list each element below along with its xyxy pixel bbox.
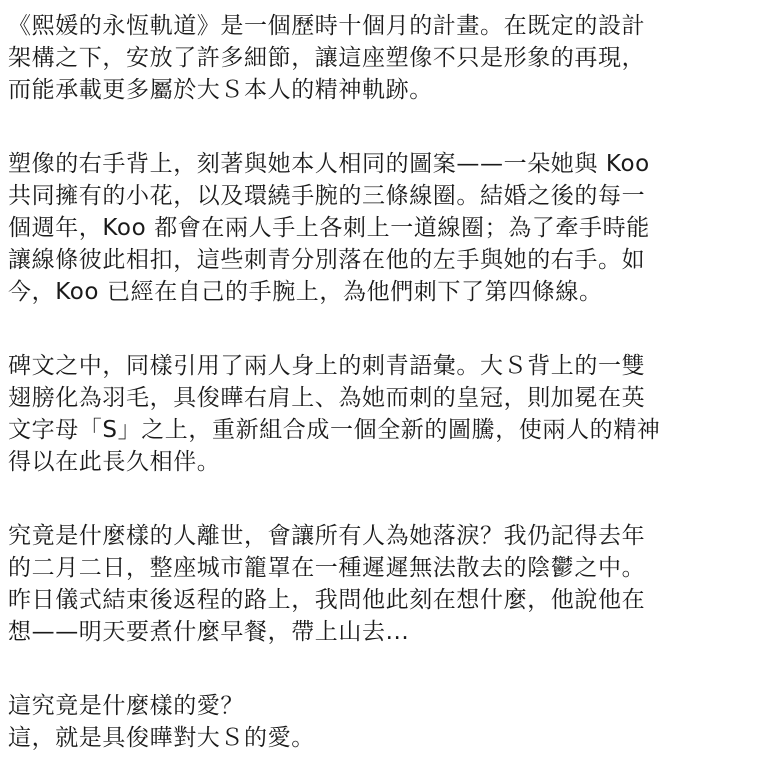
text-line: 讓線條彼此相扣，這些刺青分別落在他的左手與她的右手。如 xyxy=(8,247,646,273)
text-line: 而能承載更多屬於大Ｓ本人的精神軌跡。 xyxy=(8,77,433,103)
text-line: 的二月二日，整座城市籠罩在一種遲遲無法散去的陰鬱之中。 xyxy=(8,555,646,581)
paragraph-4 xyxy=(8,520,770,648)
text-line: 塑像的右手背上，刻著與她本人相同的圖案——一朵她與 Koo xyxy=(8,151,650,177)
text-line: 得以在此長久相伴。 xyxy=(8,449,221,475)
paragraph-2 xyxy=(8,148,770,308)
paragraph-1 xyxy=(8,10,770,106)
text-line: 想——明天要煮什麼早餐，帶上山去... xyxy=(8,619,410,645)
text-line: 今，Koo 已經在自己的手腕上，為他們刺下了第四條線。 xyxy=(8,279,603,305)
text-line: 個週年，Koo 都會在兩人手上各刺上一道線圈；為了牽手時能 xyxy=(8,215,650,241)
text-line: 《熙媛的永恆軌道》是一個歷時十個月的計畫。在既定的設計 xyxy=(8,13,646,39)
text-line: 翅膀化為羽毛，具俊曄右肩上、為她而刺的皇冠，則加冕在英 xyxy=(8,385,646,411)
text-line: 碑文之中，同樣引用了兩人身上的刺青語彙。大Ｓ背上的一雙 xyxy=(8,353,646,379)
text-line: 這，就是具俊曄對大Ｓ的愛。 xyxy=(8,725,315,751)
paragraph-3 xyxy=(8,350,770,478)
text-line: 文字母「S」之上，重新組合成一個全新的圖騰，使兩人的精神 xyxy=(8,417,661,443)
text-line: 昨日儀式結束後返程的路上，我問他此刻在想什麼，他說他在 xyxy=(8,587,646,613)
paragraph-5 xyxy=(8,690,770,754)
text-line: 這究竟是什麼樣的愛？ xyxy=(8,693,244,719)
text-line: 共同擁有的小花，以及環繞手腕的三條線圈。結婚之後的每一 xyxy=(8,183,646,209)
post-body xyxy=(8,10,770,754)
text-line: 究竟是什麼樣的人離世，會讓所有人為她落淚？我仍記得去年 xyxy=(8,523,646,549)
text-line: 架構之下，安放了許多細節，讓這座塑像不只是形象的再現， xyxy=(8,45,646,71)
